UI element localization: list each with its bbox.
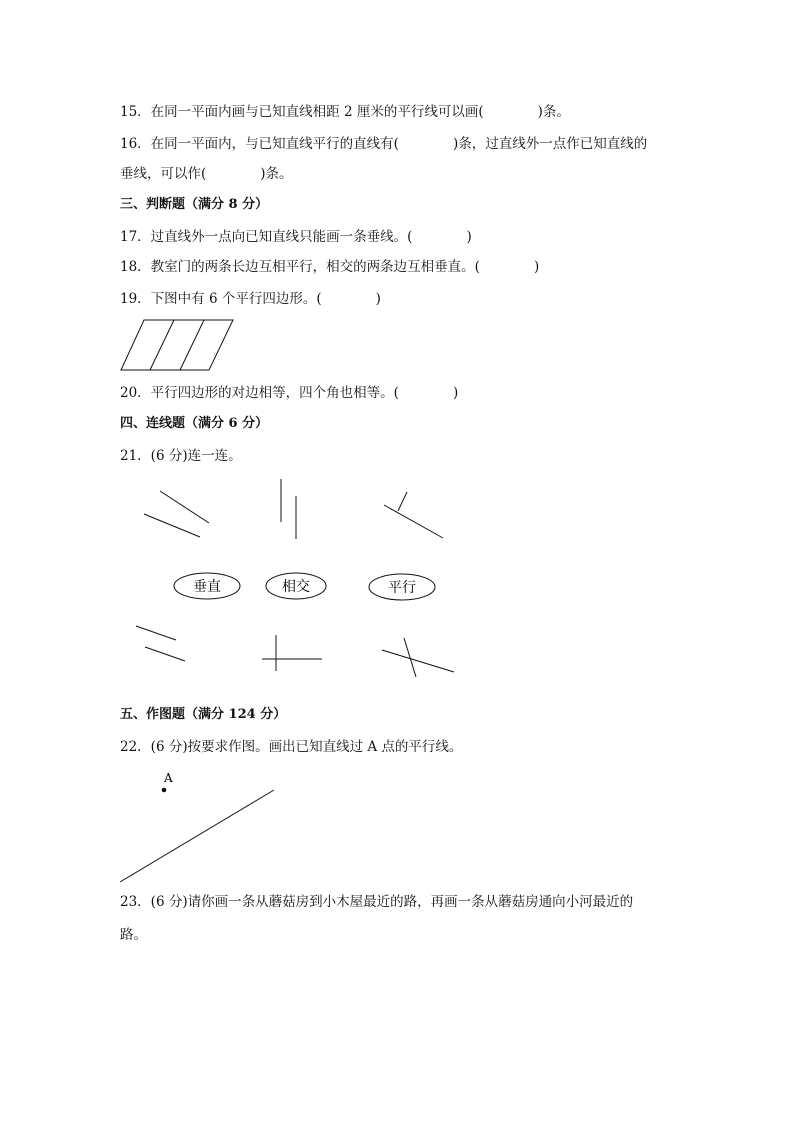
top-pair-3-line-b xyxy=(398,492,407,511)
bottom-pair-3-line-a xyxy=(382,650,454,672)
match-bottom-row xyxy=(136,626,454,677)
question-20: 20．平行四边形的对边相等，四个角也相等。( ) xyxy=(120,385,459,401)
parallel-line-figure xyxy=(120,790,274,882)
question-17: 17．过直线外一点向已知直线只能画一条垂线。( ) xyxy=(120,229,472,245)
oval-label-intersect: 相交 xyxy=(282,579,310,595)
question-22: 22．(6 分)按要求作图。画出已知直线过 A 点的平行线。 xyxy=(120,739,463,755)
divider-line-1 xyxy=(150,320,174,370)
question-18: 18．教室门的两条长边互相平行，相交的两条边互相垂直。( ) xyxy=(120,259,540,275)
oval-label-parallel: 平行 xyxy=(388,580,416,596)
top-pair-1-line-a xyxy=(160,491,209,523)
question-23-line-1: 23．(6 分)请你画一条从蘑菇房到小木屋最近的路，再画一条从蘑菇房通向小河最近的 xyxy=(120,894,634,910)
top-pair-3-line-a xyxy=(384,505,443,538)
section-4-heading: 四、连线题（满分 6 分） xyxy=(120,416,269,431)
question-21: 21．(6 分)连一连。 xyxy=(120,448,242,464)
point-a xyxy=(162,788,167,793)
given-line xyxy=(120,790,274,882)
section-5-heading: 五、作图题（满分 124 分） xyxy=(120,707,287,722)
outer-parallelogram xyxy=(121,320,233,370)
divider-line-2 xyxy=(180,320,204,370)
section-3-heading: 三、判断题（满分 8 分） xyxy=(120,197,269,212)
question-16-line-1: 16．在同一平面内，与已知直线平行的直线有( )条，过直线外一点作已知直线的 xyxy=(120,136,648,152)
point-a-label: A xyxy=(164,771,173,785)
oval-label-perpendicular: 垂直 xyxy=(193,579,221,595)
top-pair-1-line-b xyxy=(144,514,200,537)
bottom-pair-1-line-b xyxy=(145,647,185,661)
match-top-row xyxy=(144,479,443,539)
question-23-line-2: 路。 xyxy=(120,927,147,943)
question-15: 15．在同一平面内画与已知直线相距 2 厘米的平行线可以画( )条。 xyxy=(120,104,570,120)
question-16-line-2: 垂线，可以作( )条。 xyxy=(120,166,293,182)
question-19: 19．下图中有 6 个平行四边形。( ) xyxy=(120,291,381,307)
parallelogram-figure xyxy=(121,320,233,370)
bottom-pair-1-line-a xyxy=(136,626,176,640)
